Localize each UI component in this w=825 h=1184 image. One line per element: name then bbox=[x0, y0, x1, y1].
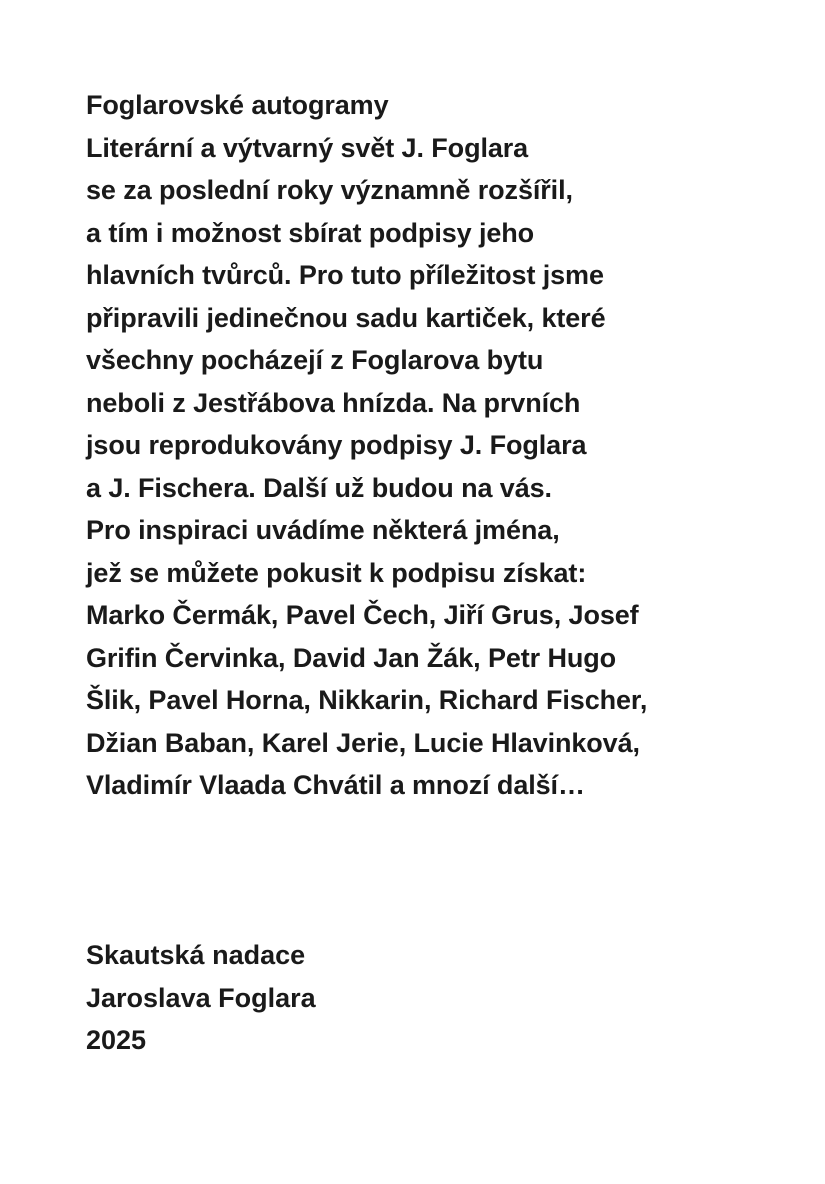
body-line: Džian Baban, Karel Jerie, Lucie Hlavinková, bbox=[86, 727, 640, 758]
body-line: jež se můžete pokusit k podpisu získat: bbox=[86, 557, 587, 588]
body-line: Literární a výtvarný svět J. Foglara bbox=[86, 132, 529, 163]
body-line: Grifin Červinka, David Jan Žák, Petr Hugo bbox=[86, 642, 617, 673]
body-line: připravili jedinečnou sadu kartiček, které bbox=[86, 302, 606, 333]
body-line: Šlik, Pavel Horna, Nikkarin, Richard Fischer, bbox=[86, 685, 648, 715]
body-line: všechny pocházejí z Foglarova bytu bbox=[86, 345, 544, 375]
body-line: Pro inspiraci uvádíme některá jména, bbox=[86, 515, 560, 545]
body-line: Vladimír Vlaada Chvátil a mnozí další… bbox=[86, 770, 585, 800]
signature-organization-name: Jaroslava Foglara bbox=[86, 982, 316, 1013]
body-line: jsou reprodukovány podpisy J. Foglara bbox=[86, 430, 587, 460]
body-line: se za poslední roky významně rozšířil, bbox=[86, 175, 573, 205]
body-line: Marko Čermák, Pavel Čech, Jiří Grus, Josef bbox=[86, 600, 639, 630]
body-line: hlavních tvůrců. Pro tuto příležitost jsme bbox=[86, 260, 604, 290]
signature-year: 2025 bbox=[86, 1025, 147, 1055]
signature-organization: Skautská nadace bbox=[86, 940, 306, 970]
main-text-block bbox=[86, 84, 786, 807]
signature-block bbox=[86, 934, 686, 1062]
body-line: a J. Fischera. Další už budou na vás. bbox=[86, 472, 552, 503]
document-title: Foglarovské autogramy bbox=[86, 90, 389, 120]
body-line: neboli z Jestřábova hnízda. Na prvních bbox=[86, 387, 581, 418]
body-line: a tím i možnost sbírat podpisy jeho bbox=[86, 217, 535, 248]
